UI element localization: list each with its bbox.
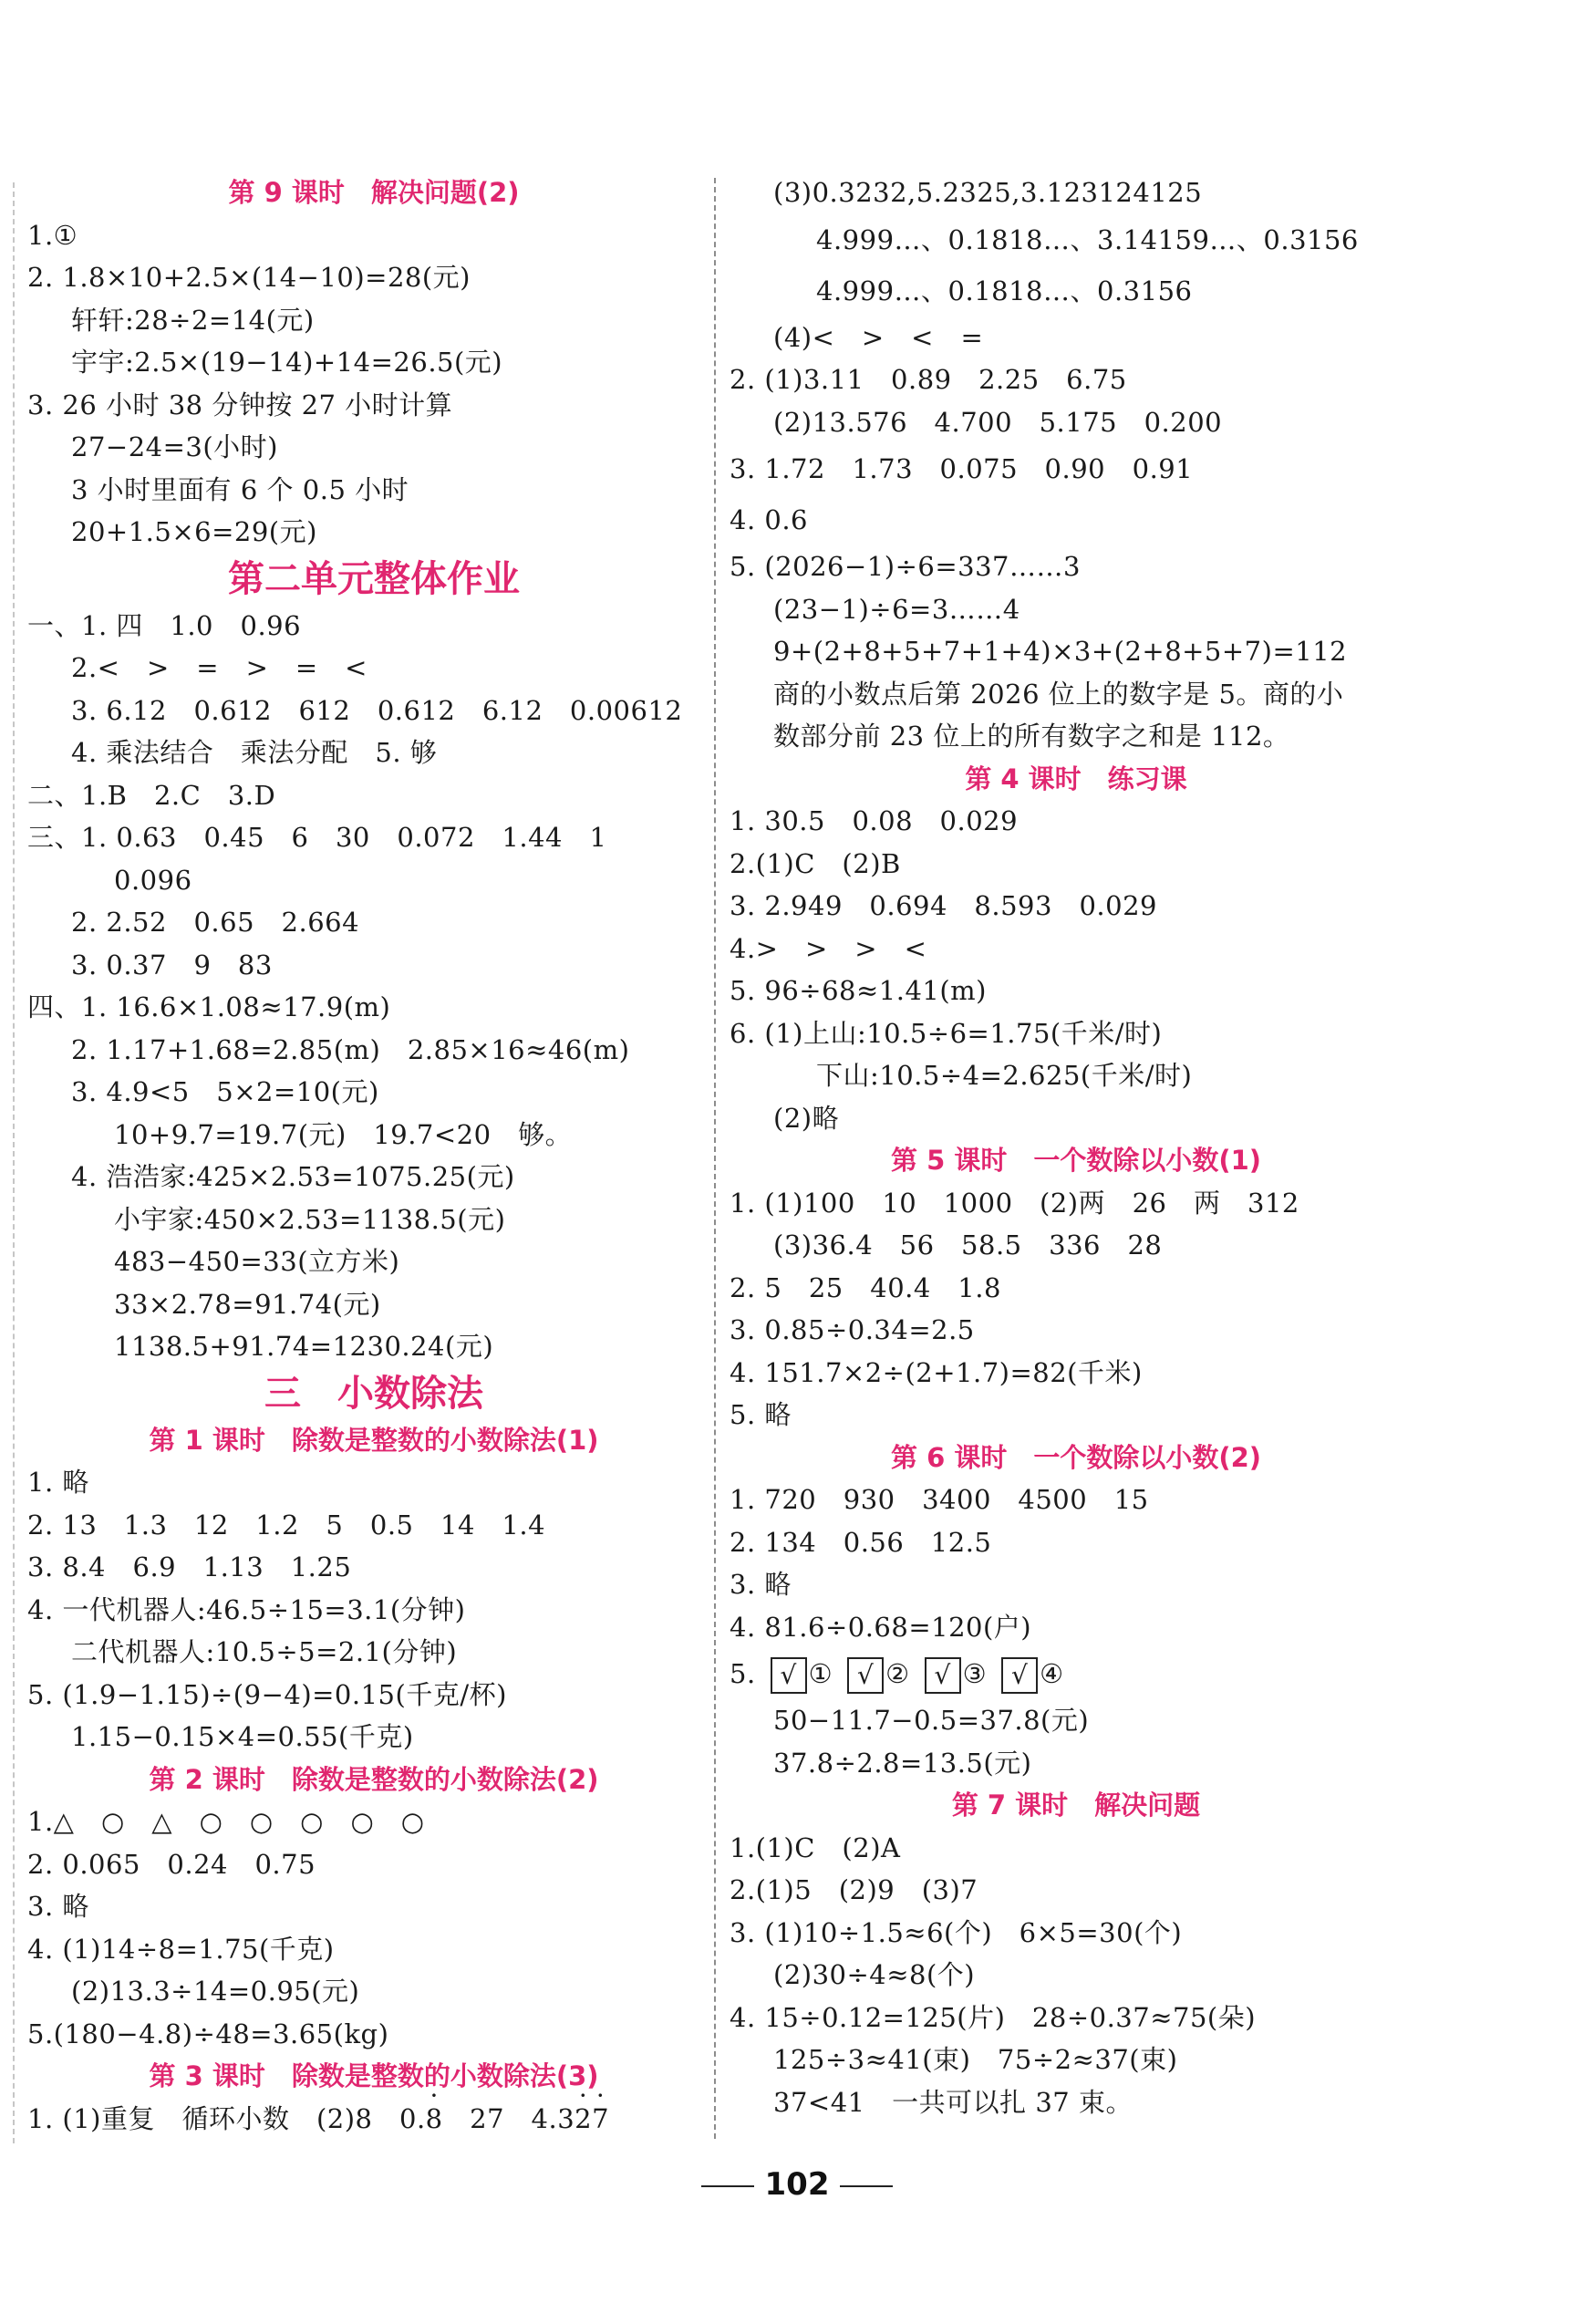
answer-line: 1. 720 930 3400 4500 15 [730, 1484, 1149, 1515]
section-heading: 第 2 课时 除数是整数的小数除法(2) [149, 1763, 599, 1795]
answer-line: 4. 81.6÷0.68=120(户) [730, 1611, 1032, 1643]
circled-number: ④ [1040, 1658, 1064, 1689]
unit-heading: 三 小数除法 [264, 1372, 483, 1415]
answer-line: 2. 5 25 40.4 1.8 [730, 1271, 1001, 1303]
check-box: √ [1001, 1657, 1038, 1694]
circled-number: ② [885, 1658, 910, 1689]
answer-line: 一、1. 四 1.0 0.96 [27, 609, 302, 641]
answer-line: 5. 96÷68≈1.41(m) [730, 975, 987, 1006]
answer-line: 1138.5+91.74=1230.24(元) [114, 1331, 494, 1362]
answer-line: 125÷3≈41(束) 75÷2≈37(束) [773, 2044, 1178, 2075]
answer-line: 商的小数点后第 2026 位上的数字是 5。商的小 [773, 678, 1344, 710]
answer-line: 轩轩:28÷2=14(元) [71, 304, 315, 336]
answer-line: 5. (2026−1)÷6=337……3 [730, 551, 1081, 582]
section-heading: 第 1 课时 除数是整数的小数除法(1) [149, 1424, 599, 1456]
page-number-rule [840, 2185, 893, 2187]
section-heading: 第 5 课时 一个数除以小数(1) [890, 1145, 1262, 1176]
answer-line: (23−1)÷6=3……4 [773, 593, 1020, 625]
answer-line: 37.8÷2.8=13.5(元) [773, 1747, 1032, 1779]
answer-line: 1. 30.5 0.08 0.029 [730, 805, 1019, 836]
answer-line: 4. (1)14÷8=1.75(千克) [27, 1933, 335, 1965]
repeating-digit: 8 · [426, 2103, 443, 2134]
answer-line: 4. 乘法结合 乘法分配 5. 够 [71, 737, 438, 768]
answer-line: 1.(1)C (2)A [730, 1831, 901, 1863]
unit-heading: 第二单元整体作业 [228, 557, 520, 600]
answer-line: 小宇家:450×2.53=1138.5(元) [114, 1203, 506, 1235]
answer-line: 4. 0.6 [730, 504, 809, 535]
answer-line: 二代机器人:10.5÷5=2.1(分钟) [71, 1636, 458, 1667]
answer-line: 27−24=3(小时) [71, 431, 278, 462]
circled-number: ① [808, 1658, 833, 1689]
check-box: √ [771, 1657, 807, 1694]
left-margin-rule [13, 182, 15, 2143]
answer-line: 3. 2.949 0.694 8.593 0.029 [730, 890, 1157, 921]
page-number-text: 102 [764, 2166, 830, 2203]
answer-line: 1.△ ○ △ ○ ○ ○ ○ ○ [27, 1806, 425, 1837]
answer-line: 1.① [27, 219, 78, 251]
answer-line: (3)0.3232,5.2325,3.123124125 [773, 177, 1203, 208]
answer-line: 33×2.78=91.74(元) [114, 1288, 381, 1320]
left-column [27, 171, 720, 2140]
answer-line: 6. (1)上山:10.5÷6=1.75(千米/时) [730, 1017, 1163, 1049]
section-heading: 第 4 课时 练习课 [965, 763, 1187, 794]
answer-line: (4)< > < = [773, 321, 984, 353]
section-heading: 第 9 课时 解决问题(2) [228, 177, 520, 208]
answer-line: 二、1.B 2.C 3.D [27, 779, 276, 811]
answer-line: 5. 略 [730, 1399, 792, 1430]
answer-line: 4.999…、0.1818…、3.14159…、0.3156 [816, 223, 1359, 255]
answer-line: 2. 2.52 0.65 2.664 [71, 907, 360, 938]
answer-line-repeating-decimal [27, 2098, 720, 2141]
answer-line: 5.(180−4.8)÷48=3.65(kg) [27, 2018, 389, 2049]
answer-line-checkboxes [730, 1648, 1423, 1699]
check-box: √ [925, 1657, 961, 1694]
answer-line: 1.15−0.15×4=0.55(千克) [71, 1721, 414, 1752]
answer-line: 3. 8.4 6.9 1.13 1.25 [27, 1551, 352, 1582]
answer-line: 2. 1.17+1.68=2.85(m) 2.85×16≈46(m) [71, 1033, 630, 1065]
answer-line: (3)36.4 56 58.5 336 28 [773, 1229, 1163, 1261]
answer-line: (2)30÷4≈8(个) [773, 1959, 976, 1990]
answer-line: 4. 浩浩家:425×2.53=1075.25(元) [71, 1161, 515, 1192]
check-box: √ [847, 1657, 884, 1694]
answer-line: 2.(1)C (2)B [730, 847, 901, 879]
answer-line: 3. 4.9<5 5×2=10(元) [71, 1076, 379, 1107]
answer-line: 4.> > > < [730, 932, 927, 964]
section-heading: 第 6 课时 一个数除以小数(2) [890, 1441, 1262, 1473]
answer-line: 3. 0.85÷0.34=2.5 [730, 1314, 975, 1345]
answer-line: 2. 13 1.3 12 1.2 5 0.5 14 1.4 [27, 1509, 546, 1541]
answer-text: 27 4. [442, 2102, 558, 2134]
answer-line: 下山:10.5÷4=2.625(千米/时) [816, 1060, 1193, 1091]
answer-line: (2)13.576 4.700 5.175 0.200 [773, 406, 1223, 438]
answer-line: (2)13.3÷14=0.95(元) [71, 1976, 360, 2007]
answer-line: 0.096 [114, 864, 192, 896]
answer-line: 483−450=33(立方米) [114, 1246, 400, 1277]
answer-line: 20+1.5×6=29(元) [71, 516, 317, 547]
repeating-digit: 2 · [574, 2103, 592, 2134]
answer-line: 3. 略 [730, 1569, 792, 1600]
answer-line: 四、1. 16.6×1.08≈17.9(m) [27, 991, 391, 1022]
answer-line: 3 小时里面有 6 个 0.5 小时 [71, 473, 409, 505]
repeating-digit: 7 · [592, 2103, 609, 2134]
answer-line: 2. 1.8×10+2.5×(14−10)=28(元) [27, 262, 471, 293]
section-heading: 第 3 课时 除数是整数的小数除法(3) [149, 2060, 599, 2091]
answer-line: 4.999…、0.1818…、0.3156 [816, 275, 1193, 306]
right-column [730, 171, 1423, 2123]
answer-text: 1. (1)重复 循环小数 (2)8 0. [27, 2102, 426, 2134]
answer-line: 数部分前 23 位上的所有数字之和是 112。 [773, 721, 1290, 752]
circled-number: ③ [962, 1658, 988, 1689]
answer-text: 3 [557, 2102, 575, 2134]
answer-line: 3. 26 小时 38 分钟按 27 小时计算 [27, 389, 453, 420]
answer-line: 三、1. 0.63 0.45 6 30 0.072 1.44 1 [27, 822, 607, 853]
answer-line: 2.(1)5 (2)9 (3)7 [730, 1874, 978, 1905]
answer-line: 3. (1)10÷1.5≈6(个) 6×5=30(个) [730, 1916, 1183, 1948]
answer-line: 10+9.7=19.7(元) 19.7<20 够。 [114, 1118, 573, 1150]
answer-line: 1. 略 [27, 1467, 89, 1498]
answer-line: 9+(2+8+5+7+1+4)×3+(2+8+5+7)=112 [773, 636, 1348, 667]
answer-line: 50−11.7−0.5=37.8(元) [773, 1705, 1090, 1736]
answer-line: 5. (1.9−1.15)÷(9−4)=0.15(千克/杯) [27, 1678, 507, 1710]
answer-line: 4. 一代机器人:46.5÷15=3.1(分钟) [27, 1593, 466, 1625]
page-number [0, 2166, 1594, 2203]
answer-line: 2. 134 0.56 12.5 [730, 1526, 992, 1558]
answer-line: 2. (1)3.11 0.89 2.25 6.75 [730, 364, 1127, 395]
answer-line: 4. 15÷0.12=125(片) 28÷0.37≈75(朵) [730, 2001, 1257, 2033]
answer-line: 3. 1.72 1.73 0.075 0.90 0.91 [730, 453, 1194, 484]
answer-line: 3. 6.12 0.612 612 0.612 6.12 0.00612 [71, 694, 683, 726]
answer-line: 37<41 一共可以扎 37 束。 [773, 2086, 1133, 2118]
section-heading: 第 7 课时 解决问题 [951, 1790, 1201, 1821]
answer-line: 3. 0.37 9 83 [71, 949, 273, 980]
question-number: 5. [730, 1658, 756, 1689]
answer-line: 1. (1)100 10 1000 (2)两 26 两 312 [730, 1187, 1299, 1219]
answer-line: 宇宇:2.5×(19−14)+14=26.5(元) [71, 347, 503, 378]
answer-line: 4. 151.7×2÷(2+1.7)=82(千米) [730, 1356, 1143, 1388]
answer-line: (2)略 [773, 1102, 840, 1134]
answer-line: 2. 0.065 0.24 0.75 [27, 1848, 316, 1880]
answer-line: 2.< > = > = < [71, 652, 367, 683]
answer-line: 3. 略 [27, 1891, 89, 1922]
page-number-rule [701, 2185, 754, 2187]
